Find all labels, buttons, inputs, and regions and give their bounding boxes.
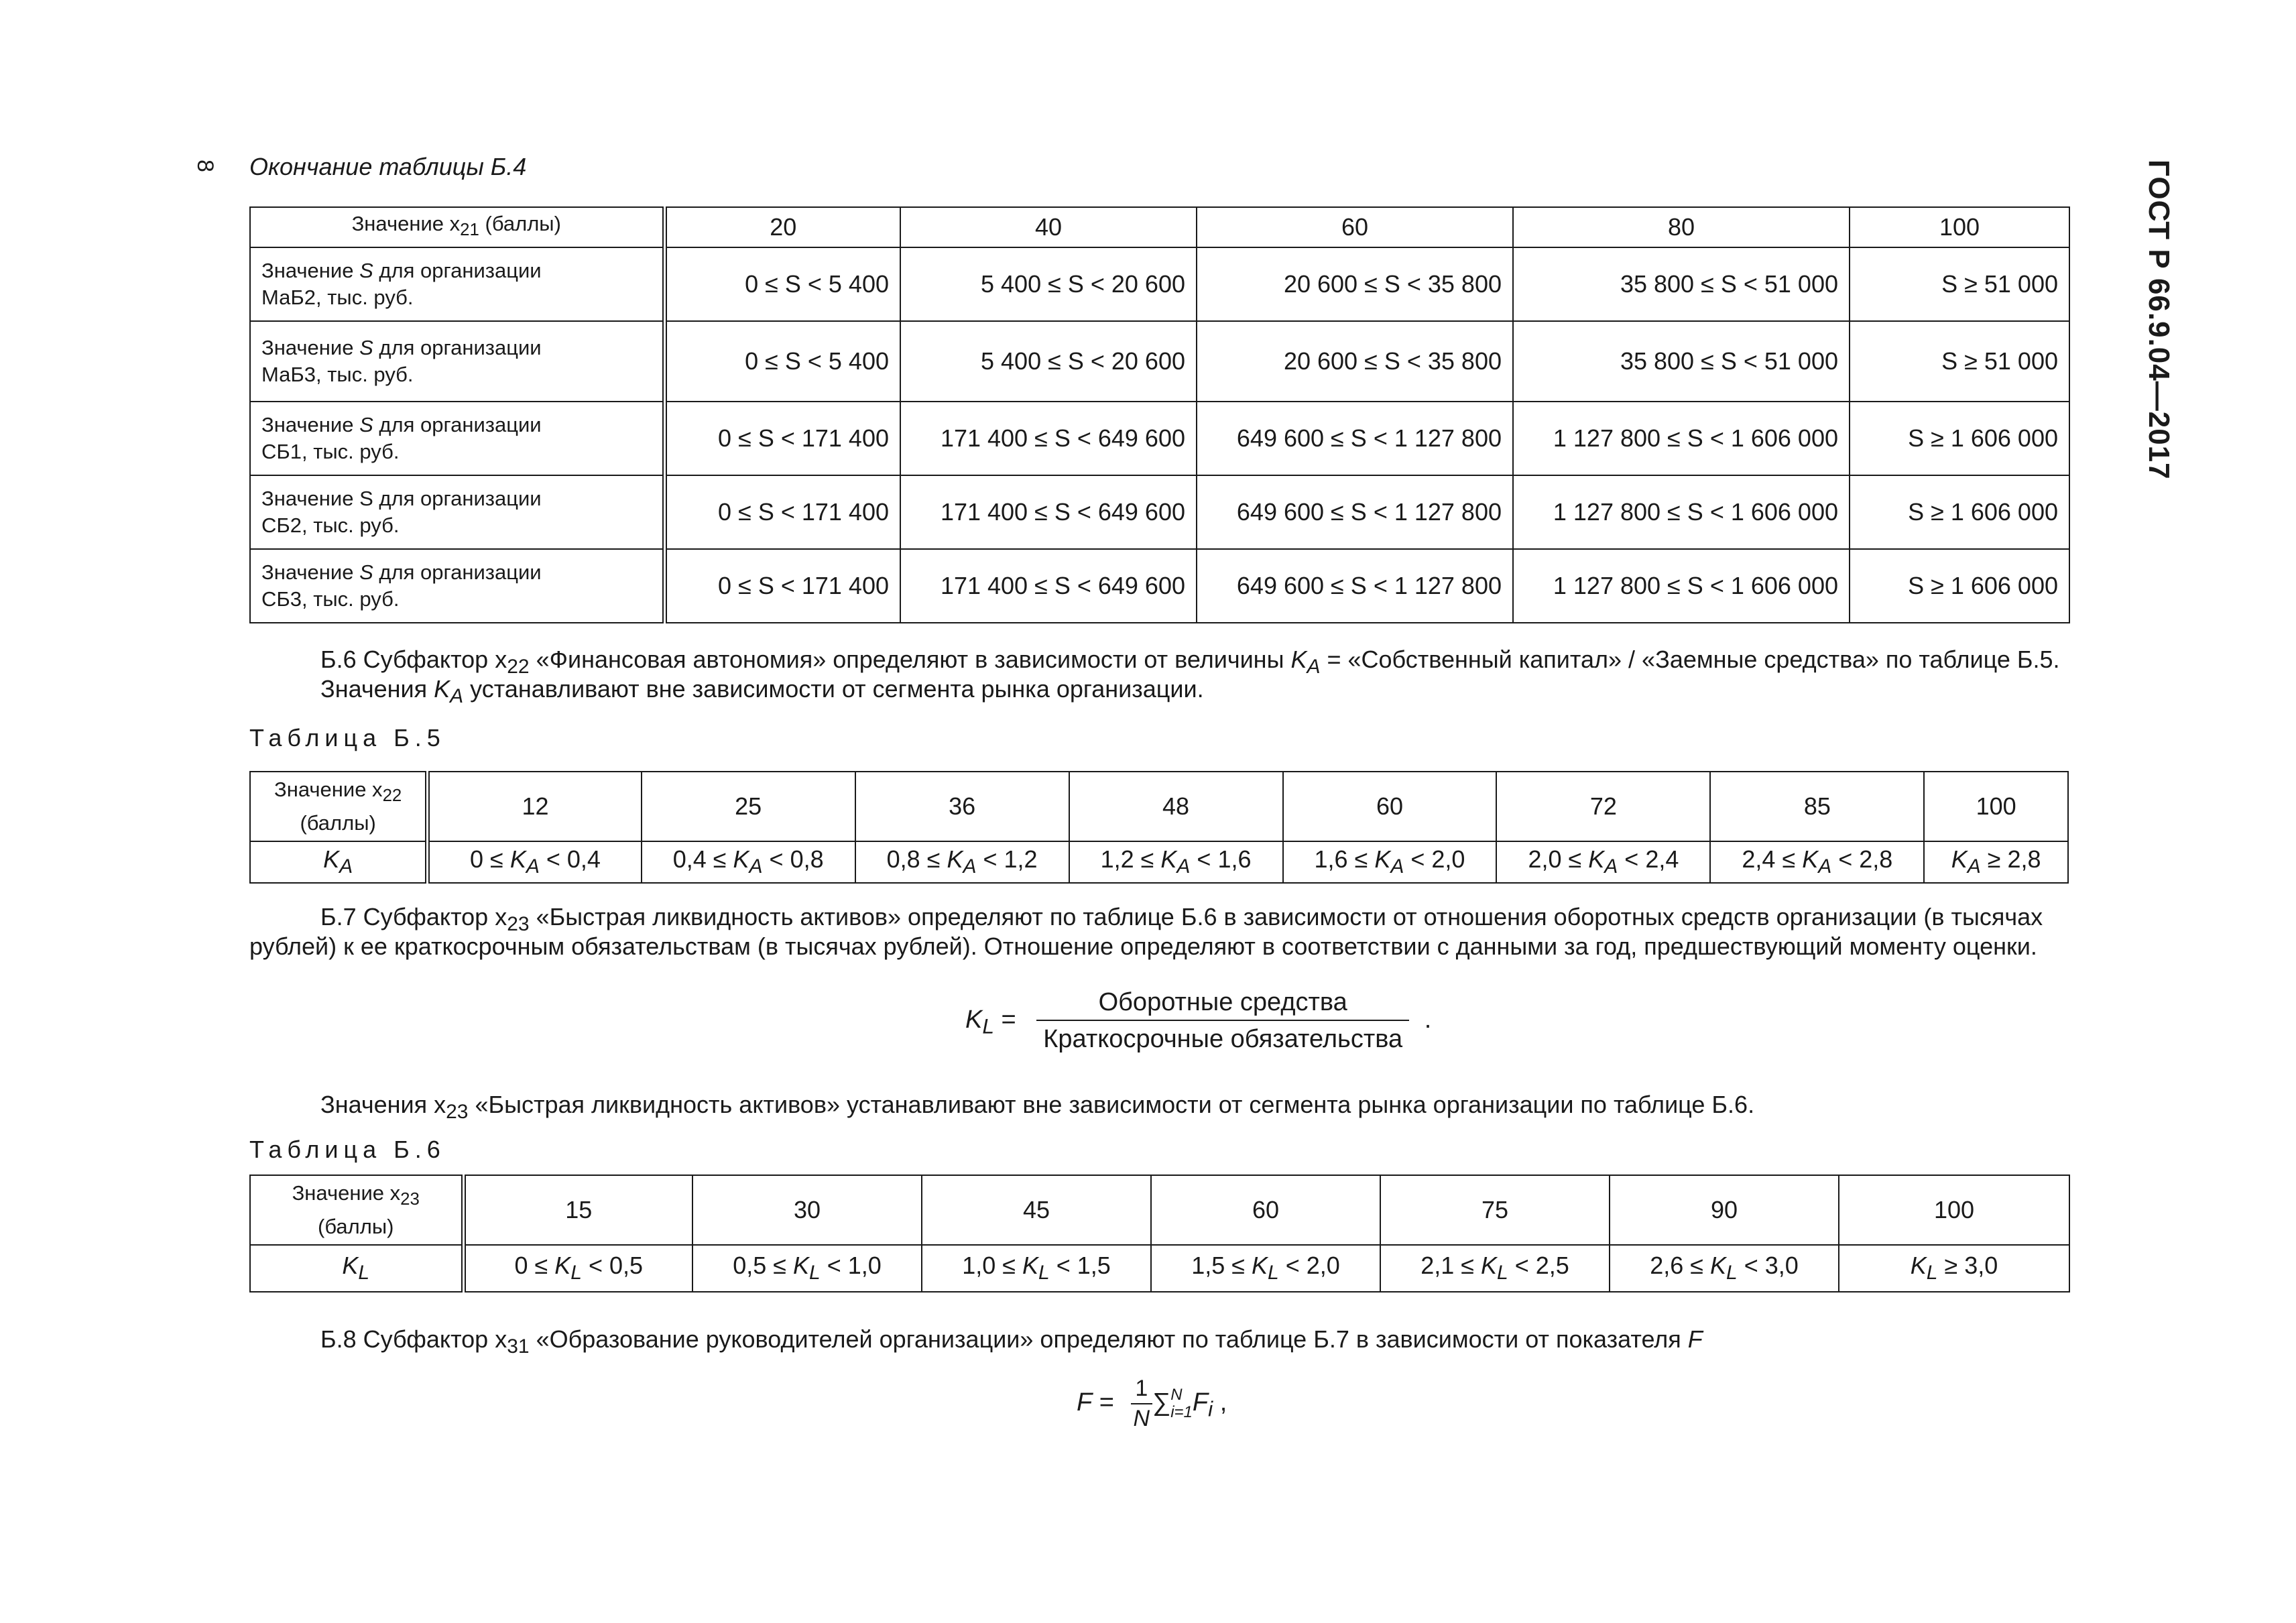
formula-kl-fraction — [1036, 988, 1409, 1054]
table-cell: 171 400 ≤ S < 649 600 — [900, 402, 1197, 475]
table-b5-header-cell: 12 — [428, 772, 642, 841]
table-row — [250, 841, 2068, 883]
table-cell: 0 ≤ S < 5 400 — [664, 247, 900, 321]
table-cell: $K_L \ge 3,0$ — [1839, 1245, 2069, 1292]
table-b6-header-cell: 45 — [922, 1175, 1151, 1245]
table-b5-header-label: Значение $x_{22}$ (баллы) — [250, 772, 428, 841]
table-cell: $0,5 \le K_L < 1,0$ — [692, 1245, 922, 1292]
table-cell: $2,6 \le K_L < 3,0$ — [1610, 1245, 1839, 1292]
formula-f-sum-upper: N — [1170, 1386, 1183, 1404]
table-cell: $K_A \ge 2,8$ — [1924, 841, 2068, 883]
table-cell: 20 600 ≤ S < 35 800 — [1197, 247, 1513, 321]
paragraph-b7-line1: Б.7 Субфактор $x_{23}$ «Быстрая ликвидность активов» определяют по таблице Б.6 в зависимости от отношения оборотных средств организации (в тысячах — [320, 903, 2043, 936]
table-b6-header-cell: 15 — [463, 1175, 692, 1245]
table-b6-header-row — [250, 1175, 2069, 1245]
formula-kl-tail: . — [1424, 1006, 1432, 1034]
table-cell: $0 \le K_A < 0,4$ — [428, 841, 642, 883]
table-b5 — [249, 771, 2069, 884]
paragraph-b7-line2: рублей) к ее краткосрочным обязательствам (в тысячах рублей). Отношение определяют в соответствии с данными за год, предшествующий моменту оценки. — [249, 933, 2037, 960]
formula-f-term: F — [1192, 1388, 1209, 1417]
table-cell: 171 400 ≤ S < 649 600 — [900, 549, 1197, 623]
table-b5-header-cell: 60 — [1283, 772, 1497, 841]
table-row — [250, 1245, 2069, 1292]
table-cell: $1,5 \le K_L < 2,0$ — [1151, 1245, 1380, 1292]
row-label: Значение S для организации СБ1, тыс. руб. — [250, 402, 664, 475]
table-cell: 20 600 ≤ S < 35 800 — [1197, 321, 1513, 402]
table-b4-header-cell: 60 — [1197, 207, 1513, 247]
paragraph-b6-line2: Значения $K_A$ устанавливают вне зависимости от сегмента рынка организации. — [320, 675, 1204, 708]
table-row — [250, 475, 2069, 549]
table-cell: 0 ≤ S < 5 400 — [664, 321, 900, 402]
table-cell: 5 400 ≤ S < 20 600 — [900, 247, 1197, 321]
table-b5-header-cell: 25 — [642, 772, 855, 841]
table-b6-header-label: Значение $x_{23}$ (баллы) — [250, 1175, 463, 1245]
row-label: Значение S для организации СБ2, тыс. руб. — [250, 475, 664, 549]
table-b5-header-row — [250, 772, 2068, 841]
table-cell: 5 400 ≤ S < 20 600 — [900, 321, 1197, 402]
table-cell: S ≥ 51 000 — [1850, 321, 2069, 402]
table-cell: 649 600 ≤ S < 1 127 800 — [1197, 475, 1513, 549]
row-label: $K_L$ — [250, 1245, 463, 1292]
table-cell: $1,6 \le K_A < 2,0$ — [1283, 841, 1497, 883]
table-row — [250, 549, 2069, 623]
table-cell: 171 400 ≤ S < 649 600 — [900, 475, 1197, 549]
formula-kl-denominator: Краткосрочные обязательства — [1043, 1025, 1403, 1053]
row-label: Значение S для организации СБ3, тыс. руб. — [250, 549, 664, 623]
paragraph-b6-line1: Б.6 Субфактор $x_{22}$ «Финансовая автономия» определяют в зависимости от величины $K_A$ = «Собственный капитал» / «Заемные средства» по таблице Б.5. — [320, 646, 2060, 678]
formula-kl-lhs-sub: L — [982, 1014, 994, 1038]
table-b4-continuation-caption: Окончание таблицы Б.4 — [249, 153, 527, 180]
row-label: Значение S для организации МаБ2, тыс. руб. — [250, 247, 664, 321]
table-b5-header-cell: 85 — [1710, 772, 1924, 841]
table-cell: 0 ≤ S < 171 400 — [664, 402, 900, 475]
table-cell: $1,0 \le K_L < 1,5$ — [922, 1245, 1151, 1292]
table-cell: $0,8 \le K_A < 1,2$ — [855, 841, 1069, 883]
table-b6 — [249, 1175, 2070, 1293]
table-cell: $2,4 \le K_A < 2,8$ — [1710, 841, 1924, 883]
table-cell: 0 ≤ S < 171 400 — [664, 549, 900, 623]
table-cell: S ≥ 51 000 — [1850, 247, 2069, 321]
table-b4-header-row — [250, 207, 2069, 247]
table-b6-header-cell: 60 — [1151, 1175, 1380, 1245]
formula-kl — [965, 988, 1431, 1054]
formula-f-eq: = — [1092, 1388, 1122, 1417]
standard-designation: ГОСТ Р 66.9.04—2017 — [2142, 160, 2175, 480]
table-b6-header-cell: 75 — [1380, 1175, 1610, 1245]
table-cell: $0,4 \le K_A < 0,8$ — [642, 841, 855, 883]
row-label: $K_A$ — [250, 841, 428, 883]
table-row — [250, 402, 2069, 475]
table-cell: S ≥ 1 606 000 — [1850, 402, 2069, 475]
table-b4-header-cell: 100 — [1850, 207, 2069, 247]
table-b5-header-cell: 48 — [1069, 772, 1283, 841]
table-cell: 35 800 ≤ S < 51 000 — [1513, 321, 1850, 402]
formula-f-sum-lower: i=1 — [1170, 1403, 1193, 1421]
table-b6-header-cell: 90 — [1610, 1175, 1839, 1245]
paragraph-b7-followup: Значения $x_{23}$ «Быстрая ликвидность активов» устанавливают вне зависимости от сегмента рынка организации по таблице Б.6. — [320, 1091, 1755, 1124]
formula-f-tail: , — [1213, 1388, 1227, 1417]
table-cell: 35 800 ≤ S < 51 000 — [1513, 247, 1850, 321]
table-cell: 1 127 800 ≤ S < 1 606 000 — [1513, 402, 1850, 475]
paragraph-b8: Б.8 Субфактор $x_{31}$ «Образование руководителей организации» определяют по таблице Б.7 в зависимости от показателя F — [320, 1325, 1703, 1358]
table-cell: 649 600 ≤ S < 1 127 800 — [1197, 402, 1513, 475]
formula-f-numerator: 1 — [1131, 1376, 1153, 1404]
table-b4 — [249, 206, 2070, 623]
formula-f-sigma: ∑ — [1152, 1388, 1171, 1417]
table-row — [250, 247, 2069, 321]
table-cell: 0 ≤ S < 171 400 — [664, 475, 900, 549]
table-b4-header-cell: 80 — [1513, 207, 1850, 247]
row-label: Значение S для организации МаБ3, тыс. руб. — [250, 321, 664, 402]
table-row — [250, 321, 2069, 402]
formula-f-lhs: F — [1077, 1388, 1093, 1417]
table-b6-caption: Таблица Б.6 — [249, 1136, 446, 1163]
formula-kl-eq: = — [993, 1006, 1016, 1034]
formula-kl-numerator: Оборотные средства — [1036, 988, 1409, 1021]
table-b4-header-cell: 20 — [664, 207, 900, 247]
table-cell: $1,2 \le K_A < 1,6$ — [1069, 841, 1283, 883]
table-cell: $2,0 \le K_A < 2,4$ — [1496, 841, 1710, 883]
table-b4-header-label: Значение $x_{21}$ (баллы) — [250, 207, 664, 247]
table-b5-header-cell: 36 — [855, 772, 1069, 841]
table-b5-header-cell: 100 — [1924, 772, 2068, 841]
table-cell: $2,1 \le K_L < 2,5$ — [1380, 1245, 1610, 1292]
table-cell: S ≥ 1 606 000 — [1850, 475, 2069, 549]
formula-f-term-sub: i — [1208, 1396, 1213, 1421]
table-cell: $0 \le K_L < 0,5$ — [463, 1245, 692, 1292]
formula-kl-lhs: K — [965, 1006, 983, 1034]
table-b5-header-cell: 72 — [1496, 772, 1710, 841]
table-cell: 1 127 800 ≤ S < 1 606 000 — [1513, 549, 1850, 623]
table-cell: 649 600 ≤ S < 1 127 800 — [1197, 549, 1513, 623]
table-b4-header-cell: 40 — [900, 207, 1197, 247]
formula-f-denominator: N — [1133, 1406, 1150, 1431]
table-b6-header-cell: 30 — [692, 1175, 922, 1245]
formula-f — [1077, 1376, 1227, 1432]
table-b6-header-cell: 100 — [1839, 1175, 2069, 1245]
page-number: 8 — [192, 160, 218, 172]
table-cell: S ≥ 1 606 000 — [1850, 549, 2069, 623]
table-cell: 1 127 800 ≤ S < 1 606 000 — [1513, 475, 1850, 549]
formula-f-fraction — [1131, 1376, 1153, 1432]
table-b5-caption: Таблица Б.5 — [249, 724, 446, 752]
